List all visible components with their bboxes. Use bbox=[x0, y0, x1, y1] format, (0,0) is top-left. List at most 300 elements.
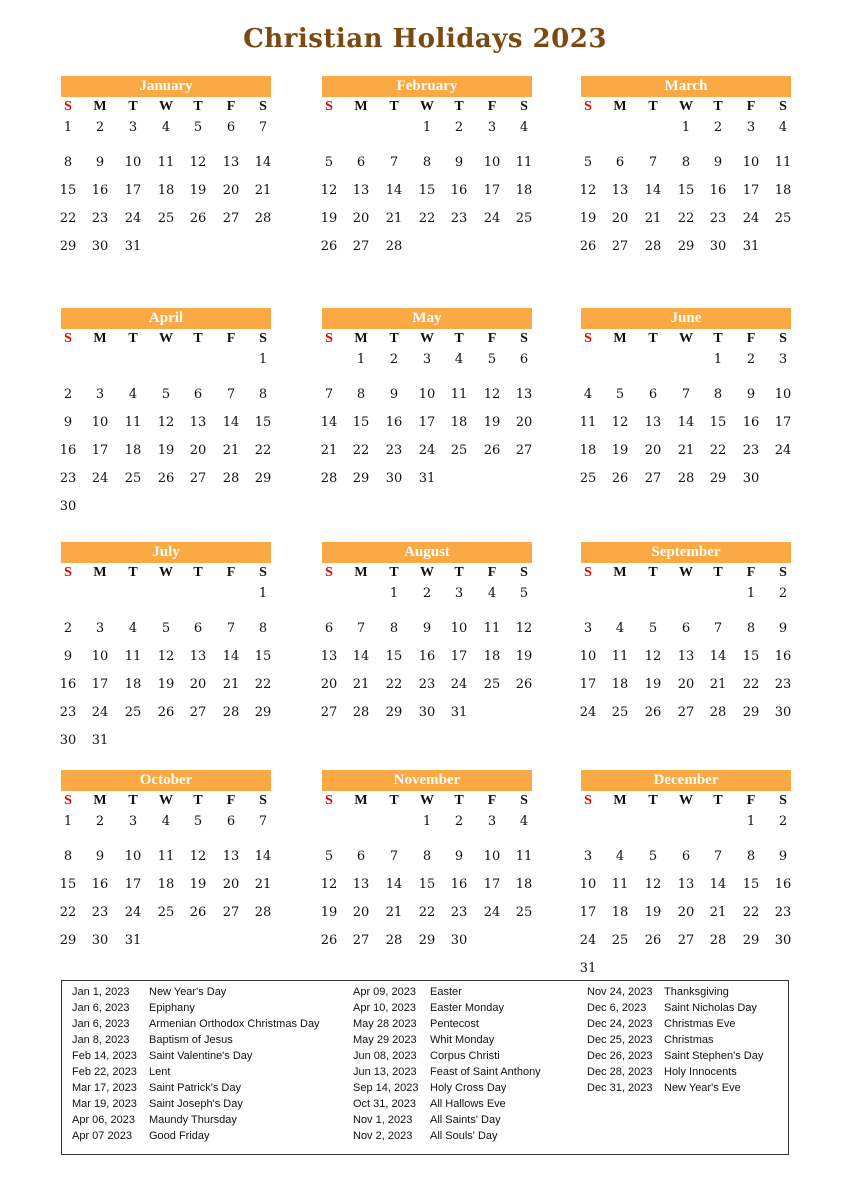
holiday-name: Whit Monday bbox=[430, 1034, 495, 1046]
day-cell: 23 bbox=[418, 677, 436, 692]
holiday-name: Saint Joseph's Day bbox=[149, 1098, 243, 1110]
day-cell: 30 bbox=[774, 705, 792, 720]
day-cell: 28 bbox=[709, 933, 727, 948]
day-cell: 19 bbox=[611, 443, 629, 458]
day-cell: 31 bbox=[742, 239, 760, 254]
day-cell: 7 bbox=[389, 849, 399, 864]
day-cell: 11 bbox=[124, 649, 142, 664]
weekday-label: S bbox=[584, 793, 592, 808]
day-cell: 21 bbox=[385, 211, 403, 226]
holiday-name: Maundy Thursday bbox=[149, 1114, 237, 1126]
month-header bbox=[61, 308, 271, 329]
day-cell: 18 bbox=[774, 183, 792, 198]
day-cell: 24 bbox=[483, 905, 501, 920]
day-cell: 22 bbox=[254, 443, 272, 458]
day-cell: 20 bbox=[320, 677, 338, 692]
weekday-header-row bbox=[581, 97, 791, 119]
day-cell: 11 bbox=[124, 415, 142, 430]
weekday-label: T bbox=[389, 331, 399, 346]
weekday-label: M bbox=[354, 793, 368, 808]
day-cell: 11 bbox=[515, 155, 533, 170]
day-cell: 8 bbox=[389, 621, 399, 636]
day-cell: 28 bbox=[385, 239, 403, 254]
day-cell: 29 bbox=[59, 239, 77, 254]
day-cell: 1 bbox=[681, 120, 691, 135]
day-cell: 29 bbox=[352, 471, 370, 486]
day-cell: 27 bbox=[189, 705, 207, 720]
day-cell: 31 bbox=[91, 733, 109, 748]
day-cell: 9 bbox=[63, 649, 73, 664]
day-cell: 3 bbox=[128, 814, 138, 829]
day-cell: 22 bbox=[59, 211, 77, 226]
day-cell: 15 bbox=[709, 415, 727, 430]
day-cell: 16 bbox=[59, 677, 77, 692]
holiday-date: Dec 24, 2023 bbox=[587, 1018, 653, 1030]
day-cell: 4 bbox=[454, 352, 464, 367]
day-cell: 6 bbox=[324, 621, 334, 636]
day-cell: 17 bbox=[579, 677, 597, 692]
day-cell: 10 bbox=[124, 849, 142, 864]
day-cell: 6 bbox=[519, 352, 529, 367]
day-cell: 22 bbox=[254, 677, 272, 692]
day-cell: 28 bbox=[320, 471, 338, 486]
day-cell: 29 bbox=[254, 471, 272, 486]
weekday-label: T bbox=[454, 99, 464, 114]
day-cell: 16 bbox=[385, 415, 403, 430]
day-cell: 15 bbox=[418, 877, 436, 892]
day-cell: 19 bbox=[320, 905, 338, 920]
month-header bbox=[581, 76, 791, 97]
weekday-label: W bbox=[420, 565, 434, 580]
day-cell: 4 bbox=[778, 120, 788, 135]
weekday-label: S bbox=[64, 99, 72, 114]
weekday-header-row bbox=[581, 329, 791, 351]
month-name: April bbox=[148, 310, 184, 326]
holiday-date: Apr 06, 2023 bbox=[72, 1114, 135, 1126]
day-cell: 19 bbox=[189, 183, 207, 198]
weekday-label: S bbox=[520, 99, 528, 114]
day-cell: 13 bbox=[222, 849, 240, 864]
day-cell: 16 bbox=[774, 649, 792, 664]
day-cell: 11 bbox=[450, 387, 468, 402]
weekday-label: T bbox=[713, 99, 723, 114]
day-cell: 7 bbox=[226, 387, 236, 402]
month-name: September bbox=[651, 544, 721, 560]
weekday-label: S bbox=[779, 565, 787, 580]
day-cell: 2 bbox=[746, 352, 756, 367]
weekday-label: T bbox=[193, 331, 203, 346]
day-cell: 23 bbox=[774, 905, 792, 920]
day-cell: 13 bbox=[222, 155, 240, 170]
day-cell: 8 bbox=[258, 621, 268, 636]
weekday-label: S bbox=[325, 331, 333, 346]
day-cell: 3 bbox=[746, 120, 756, 135]
weekday-label: M bbox=[93, 565, 107, 580]
day-cell: 21 bbox=[222, 677, 240, 692]
day-cell: 29 bbox=[742, 705, 760, 720]
weekday-label: T bbox=[713, 565, 723, 580]
day-cell: 14 bbox=[254, 155, 272, 170]
month-name: February bbox=[396, 78, 458, 94]
day-cell: 28 bbox=[222, 705, 240, 720]
day-cell: 15 bbox=[742, 877, 760, 892]
month-may bbox=[320, 308, 533, 486]
weekday-header-row bbox=[322, 563, 532, 585]
day-cell: 10 bbox=[91, 415, 109, 430]
day-cell: 6 bbox=[226, 120, 236, 135]
day-cell: 21 bbox=[644, 211, 662, 226]
holiday-date: Jan 6, 2023 bbox=[72, 1018, 130, 1030]
weekday-label: F bbox=[226, 99, 236, 114]
day-cell: 5 bbox=[519, 586, 529, 601]
day-cell: 14 bbox=[320, 415, 338, 430]
day-cell: 11 bbox=[611, 649, 629, 664]
day-cell: 14 bbox=[385, 183, 403, 198]
day-cell: 7 bbox=[324, 387, 334, 402]
weekday-label: M bbox=[93, 331, 107, 346]
day-cell: 19 bbox=[644, 905, 662, 920]
month-name: January bbox=[139, 78, 193, 94]
weekday-label: S bbox=[259, 565, 267, 580]
month-name: October bbox=[139, 772, 193, 788]
day-cell: 25 bbox=[157, 211, 175, 226]
day-cell: 22 bbox=[677, 211, 695, 226]
holiday-date: Mar 17, 2023 bbox=[72, 1082, 137, 1094]
weekday-label: T bbox=[128, 565, 138, 580]
day-cell: 16 bbox=[418, 649, 436, 664]
month-name: December bbox=[653, 772, 719, 788]
holiday-name: Christmas Eve bbox=[664, 1018, 736, 1030]
weekday-label: T bbox=[193, 99, 203, 114]
day-cell: 28 bbox=[644, 239, 662, 254]
holiday-name: Christmas bbox=[664, 1034, 714, 1046]
day-cell: 12 bbox=[611, 415, 629, 430]
day-cell: 15 bbox=[352, 415, 370, 430]
day-cell: 8 bbox=[746, 621, 756, 636]
day-cell: 13 bbox=[611, 183, 629, 198]
day-cell: 2 bbox=[95, 814, 105, 829]
day-cell: 2 bbox=[713, 120, 723, 135]
day-cell: 12 bbox=[483, 387, 501, 402]
holiday-date: Oct 31, 2023 bbox=[353, 1098, 416, 1110]
day-cell: 23 bbox=[91, 905, 109, 920]
day-cell: 27 bbox=[320, 705, 338, 720]
holiday-name: All Saints' Day bbox=[430, 1114, 501, 1126]
day-cell: 5 bbox=[161, 387, 171, 402]
month-december bbox=[579, 770, 792, 976]
month-august bbox=[320, 542, 533, 720]
day-cell: 13 bbox=[352, 877, 370, 892]
day-cell: 23 bbox=[742, 443, 760, 458]
month-name: May bbox=[412, 310, 442, 326]
holiday-name: Baptism of Jesus bbox=[149, 1034, 233, 1046]
day-cell: 13 bbox=[189, 649, 207, 664]
weekday-label: S bbox=[325, 793, 333, 808]
day-cell: 13 bbox=[320, 649, 338, 664]
day-cell: 20 bbox=[189, 677, 207, 692]
weekday-label: W bbox=[159, 793, 173, 808]
day-cell: 28 bbox=[677, 471, 695, 486]
day-cell: 11 bbox=[483, 621, 501, 636]
day-cell: 3 bbox=[583, 849, 593, 864]
day-cell: 31 bbox=[450, 705, 468, 720]
day-cell: 24 bbox=[450, 677, 468, 692]
day-cell: 20 bbox=[677, 677, 695, 692]
day-cell: 20 bbox=[644, 443, 662, 458]
month-name: August bbox=[404, 544, 450, 560]
holiday-date: Jun 08, 2023 bbox=[353, 1050, 417, 1062]
day-cell: 14 bbox=[644, 183, 662, 198]
day-cell: 19 bbox=[157, 677, 175, 692]
weekday-label: S bbox=[259, 331, 267, 346]
day-cell: 24 bbox=[91, 705, 109, 720]
weekday-label: S bbox=[64, 331, 72, 346]
month-september bbox=[579, 542, 792, 720]
day-cell: 16 bbox=[91, 877, 109, 892]
day-cell: 30 bbox=[742, 471, 760, 486]
weekday-label: S bbox=[520, 565, 528, 580]
day-cell: 14 bbox=[254, 849, 272, 864]
day-cell: 29 bbox=[59, 933, 77, 948]
day-cell: 16 bbox=[450, 183, 468, 198]
day-cell: 8 bbox=[681, 155, 691, 170]
day-cell: 3 bbox=[778, 352, 788, 367]
day-cell: 23 bbox=[774, 677, 792, 692]
day-cell: 8 bbox=[746, 849, 756, 864]
weekday-label: T bbox=[454, 565, 464, 580]
weekday-label: M bbox=[613, 565, 627, 580]
day-cell: 17 bbox=[483, 877, 501, 892]
day-cell: 1 bbox=[63, 814, 73, 829]
weekday-label: W bbox=[420, 331, 434, 346]
holiday-date: Mar 19, 2023 bbox=[72, 1098, 137, 1110]
day-cell: 20 bbox=[515, 415, 533, 430]
day-cell: 27 bbox=[352, 239, 370, 254]
day-cell: 9 bbox=[454, 155, 464, 170]
day-cell: 7 bbox=[681, 387, 691, 402]
month-name: July bbox=[152, 544, 180, 560]
day-cell: 25 bbox=[515, 211, 533, 226]
day-cell: 3 bbox=[95, 621, 105, 636]
day-cell: 21 bbox=[254, 183, 272, 198]
day-cell: 4 bbox=[519, 814, 529, 829]
month-header bbox=[322, 308, 532, 329]
day-cell: 23 bbox=[385, 443, 403, 458]
day-cell: 5 bbox=[193, 120, 203, 135]
weekday-label: T bbox=[389, 99, 399, 114]
weekday-label: T bbox=[648, 331, 658, 346]
day-cell: 26 bbox=[320, 239, 338, 254]
day-cell: 5 bbox=[324, 155, 334, 170]
day-cell: 25 bbox=[450, 443, 468, 458]
weekday-label: F bbox=[746, 99, 756, 114]
weekday-label: T bbox=[713, 793, 723, 808]
day-cell: 20 bbox=[352, 211, 370, 226]
day-cell: 25 bbox=[611, 705, 629, 720]
day-cell: 25 bbox=[774, 211, 792, 226]
holiday-date: Nov 1, 2023 bbox=[353, 1114, 413, 1126]
weekday-label: M bbox=[93, 99, 107, 114]
day-cell: 15 bbox=[59, 877, 77, 892]
day-cell: 25 bbox=[611, 933, 629, 948]
weekday-header-row bbox=[322, 791, 532, 813]
day-cell: 26 bbox=[189, 211, 207, 226]
day-cell: 25 bbox=[124, 705, 142, 720]
holiday-name: Thanksgiving bbox=[664, 986, 729, 998]
day-cell: 14 bbox=[709, 877, 727, 892]
weekday-label: S bbox=[259, 793, 267, 808]
day-cell: 12 bbox=[515, 621, 533, 636]
day-cell: 6 bbox=[356, 155, 366, 170]
holiday-name: Good Friday bbox=[149, 1130, 210, 1142]
day-cell: 3 bbox=[128, 120, 138, 135]
day-cell: 24 bbox=[579, 705, 597, 720]
holiday-date: Nov 2, 2023 bbox=[353, 1130, 413, 1142]
day-cell: 23 bbox=[450, 905, 468, 920]
day-cell: 27 bbox=[222, 211, 240, 226]
day-cell: 6 bbox=[193, 621, 203, 636]
day-cell: 27 bbox=[515, 443, 533, 458]
day-cell: 1 bbox=[746, 814, 756, 829]
day-cell: 27 bbox=[644, 471, 662, 486]
month-march bbox=[579, 76, 792, 254]
day-cell: 9 bbox=[778, 849, 788, 864]
day-cell: 16 bbox=[774, 877, 792, 892]
weekday-label: S bbox=[520, 793, 528, 808]
day-cell: 22 bbox=[352, 443, 370, 458]
holiday-name: Easter bbox=[430, 986, 462, 998]
day-cell: 31 bbox=[124, 239, 142, 254]
day-cell: 17 bbox=[91, 677, 109, 692]
day-cell: 19 bbox=[189, 877, 207, 892]
day-cell: 24 bbox=[418, 443, 436, 458]
day-cell: 28 bbox=[709, 705, 727, 720]
holiday-date: Nov 24, 2023 bbox=[587, 986, 653, 998]
holiday-name: Saint Patrick's Day bbox=[149, 1082, 241, 1094]
day-cell: 5 bbox=[193, 814, 203, 829]
day-cell: 15 bbox=[254, 415, 272, 430]
day-cell: 20 bbox=[189, 443, 207, 458]
month-april bbox=[59, 308, 272, 514]
day-cell: 2 bbox=[778, 814, 788, 829]
day-cell: 29 bbox=[677, 239, 695, 254]
day-cell: 2 bbox=[454, 120, 464, 135]
weekday-label: T bbox=[128, 99, 138, 114]
day-cell: 1 bbox=[63, 120, 73, 135]
day-cell: 2 bbox=[63, 621, 73, 636]
day-cell: 24 bbox=[774, 443, 792, 458]
day-cell: 17 bbox=[91, 443, 109, 458]
holiday-name: Saint Nicholas Day bbox=[664, 1002, 757, 1014]
month-header bbox=[581, 542, 791, 563]
day-cell: 24 bbox=[742, 211, 760, 226]
day-cell: 19 bbox=[320, 211, 338, 226]
day-cell: 11 bbox=[515, 849, 533, 864]
weekday-label: M bbox=[354, 331, 368, 346]
day-cell: 15 bbox=[742, 649, 760, 664]
weekday-label: W bbox=[679, 565, 693, 580]
weekday-label: T bbox=[648, 99, 658, 114]
day-cell: 13 bbox=[352, 183, 370, 198]
month-november bbox=[320, 770, 533, 948]
day-cell: 10 bbox=[483, 155, 501, 170]
day-cell: 27 bbox=[352, 933, 370, 948]
weekday-label: S bbox=[584, 99, 592, 114]
day-cell: 12 bbox=[189, 155, 207, 170]
holiday-date: Jan 1, 2023 bbox=[72, 986, 130, 998]
holiday-name: Lent bbox=[149, 1066, 171, 1078]
day-cell: 4 bbox=[615, 621, 625, 636]
day-cell: 25 bbox=[483, 677, 501, 692]
weekday-label: W bbox=[679, 99, 693, 114]
weekday-label: S bbox=[779, 99, 787, 114]
holiday-name: Holy Cross Day bbox=[430, 1082, 507, 1094]
day-cell: 2 bbox=[422, 586, 432, 601]
day-cell: 26 bbox=[611, 471, 629, 486]
day-cell: 4 bbox=[128, 387, 138, 402]
day-cell: 19 bbox=[579, 211, 597, 226]
weekday-label: M bbox=[354, 99, 368, 114]
day-cell: 30 bbox=[709, 239, 727, 254]
day-cell: 31 bbox=[418, 471, 436, 486]
day-cell: 10 bbox=[124, 155, 142, 170]
weekday-label: F bbox=[746, 331, 756, 346]
day-cell: 4 bbox=[519, 120, 529, 135]
day-cell: 4 bbox=[615, 849, 625, 864]
day-cell: 6 bbox=[356, 849, 366, 864]
holiday-date: May 28 2023 bbox=[353, 1018, 417, 1030]
day-cell: 3 bbox=[487, 120, 497, 135]
weekday-label: S bbox=[520, 331, 528, 346]
day-cell: 28 bbox=[254, 905, 272, 920]
weekday-label: S bbox=[584, 331, 592, 346]
day-cell: 3 bbox=[487, 814, 497, 829]
holiday-date: Dec 25, 2023 bbox=[587, 1034, 653, 1046]
weekday-label: M bbox=[613, 793, 627, 808]
holiday-date: Dec 28, 2023 bbox=[587, 1066, 653, 1078]
day-cell: 19 bbox=[644, 677, 662, 692]
day-cell: 31 bbox=[124, 933, 142, 948]
day-cell: 18 bbox=[124, 443, 142, 458]
weekday-label: W bbox=[420, 793, 434, 808]
day-cell: 16 bbox=[450, 877, 468, 892]
day-cell: 14 bbox=[352, 649, 370, 664]
day-cell: 26 bbox=[515, 677, 533, 692]
holiday-name: New Year's Day bbox=[149, 986, 227, 998]
day-cell: 18 bbox=[611, 905, 629, 920]
day-cell: 29 bbox=[385, 705, 403, 720]
day-cell: 30 bbox=[450, 933, 468, 948]
day-cell: 10 bbox=[91, 649, 109, 664]
day-cell: 2 bbox=[778, 586, 788, 601]
day-cell: 12 bbox=[157, 649, 175, 664]
day-cell: 9 bbox=[95, 849, 105, 864]
day-cell: 26 bbox=[320, 933, 338, 948]
day-cell: 2 bbox=[389, 352, 399, 367]
day-cell: 11 bbox=[157, 155, 175, 170]
day-cell: 12 bbox=[320, 183, 338, 198]
weekday-label: T bbox=[193, 793, 203, 808]
day-cell: 21 bbox=[222, 443, 240, 458]
day-cell: 28 bbox=[352, 705, 370, 720]
holiday-name: Feast of Saint Anthony bbox=[430, 1066, 541, 1078]
weekday-label: M bbox=[613, 99, 627, 114]
day-cell: 2 bbox=[95, 120, 105, 135]
day-cell: 12 bbox=[189, 849, 207, 864]
holiday-date: Feb 14, 2023 bbox=[72, 1050, 137, 1062]
day-cell: 1 bbox=[422, 814, 432, 829]
day-cell: 12 bbox=[157, 415, 175, 430]
